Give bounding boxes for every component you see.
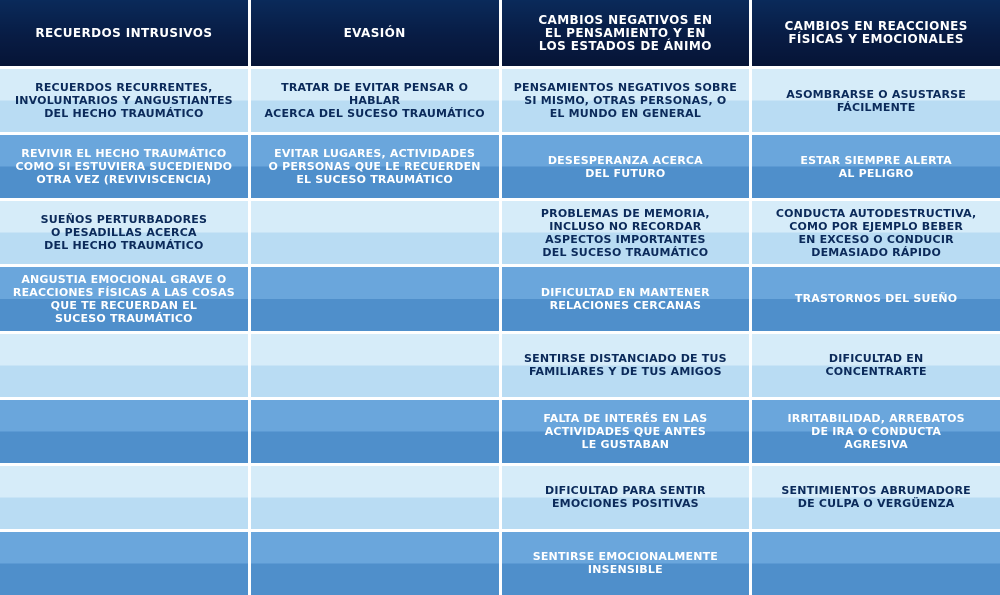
table-cell: DIFICULTAD EN MANTENER RELACIONES CERCANAS bbox=[502, 267, 750, 330]
column-header-cambios-negativos: CAMBIOS NEGATIVOS EN EL PENSAMIENTO Y EN LOS ESTADOS DE ÁNIMO bbox=[502, 0, 750, 66]
table-cell: RECUERDOS RECURRENTES, INVOLUNTARIOS Y ANGUSTIANTES DEL HECHO TRAUMÁTICO bbox=[0, 69, 248, 132]
table-cell: PENSAMIENTOS NEGATIVOS SOBRE SI MISMO, OTRAS PERSONAS, O EL MUNDO EN GENERAL bbox=[502, 69, 750, 132]
table-cell: SENTIRSE EMOCIONALMENTE INSENSIBLE bbox=[502, 532, 750, 595]
table-cell bbox=[251, 466, 499, 529]
table-cell bbox=[0, 466, 248, 529]
table-cell: ANGUSTIA EMOCIONAL GRAVE O REACCIONES FÍSICAS A LAS COSAS QUE TE RECUERDAN EL SUCESO TRAUMÁTICO bbox=[0, 267, 248, 330]
table-cell: TRATAR DE EVITAR PENSAR O HABLAR ACERCA DEL SUCESO TRAUMÁTICO bbox=[251, 69, 499, 132]
table-cell: SUEÑOS PERTURBADORES O PESADILLAS ACERCA DEL HECHO TRAUMÁTICO bbox=[0, 201, 248, 264]
table-cell bbox=[0, 532, 248, 595]
table-cell bbox=[251, 267, 499, 330]
table-cell: SENTIMIENTOS ABRUMADORE DE CULPA O VERGÜENZA bbox=[752, 466, 1000, 529]
table-cell: TRASTORNOS DEL SUEÑO bbox=[752, 267, 1000, 330]
table-cell: PROBLEMAS DE MEMORIA, INCLUSO NO RECORDAR ASPECTOS IMPORTANTES DEL SUCESO TRAUMÁTICO bbox=[502, 201, 750, 264]
table-cell: REVIVIR EL HECHO TRAUMÁTICO COMO SI ESTUVIERA SUCEDIENDO OTRA VEZ (REVIVISCENCIA) bbox=[0, 135, 248, 198]
table-cell: DIFICULTAD PARA SENTIR EMOCIONES POSITIVAS bbox=[502, 466, 750, 529]
table-cell bbox=[0, 334, 248, 397]
table-cell: IRRITABILIDAD, ARREBATOS DE IRA O CONDUCTA AGRESIVA bbox=[752, 400, 1000, 463]
column-header-evasion: EVASIÓN bbox=[251, 0, 499, 66]
table-cell bbox=[251, 334, 499, 397]
table-cell bbox=[251, 400, 499, 463]
table-cell: FALTA DE INTERÉS EN LAS ACTIVIDADES QUE ANTES LE GUSTABAN bbox=[502, 400, 750, 463]
table-cell: DESESPERANZA ACERCA DEL FUTURO bbox=[502, 135, 750, 198]
table-cell bbox=[752, 532, 1000, 595]
column-header-recuerdos-intrusivos: RECUERDOS INTRUSIVOS bbox=[0, 0, 248, 66]
table-cell bbox=[0, 400, 248, 463]
table-cell: CONDUCTA AUTODESTRUCTIVA, COMO POR EJEMPLO BEBER EN EXCESO O CONDUCIR DEMASIADO RÁPIDO bbox=[752, 201, 1000, 264]
column-header-cambios-reacciones: CAMBIOS EN REACCIONES FÍSICAS Y EMOCIONALES bbox=[752, 0, 1000, 66]
table-cell: SENTIRSE DISTANCIADO DE TUS FAMILIARES Y DE TUS AMIGOS bbox=[502, 334, 750, 397]
table-cell: DIFICULTAD EN CONCENTRARTE bbox=[752, 334, 1000, 397]
table-cell bbox=[251, 201, 499, 264]
table-cell: ESTAR SIEMPRE ALERTA AL PELIGRO bbox=[752, 135, 1000, 198]
table-cell: EVITAR LUGARES, ACTIVIDADES O PERSONAS QUE LE RECUERDEN EL SUCESO TRAUMÁTICO bbox=[251, 135, 499, 198]
table-cell bbox=[251, 532, 499, 595]
table-cell: ASOMBRARSE O ASUSTARSE FÁCILMENTE bbox=[752, 69, 1000, 132]
